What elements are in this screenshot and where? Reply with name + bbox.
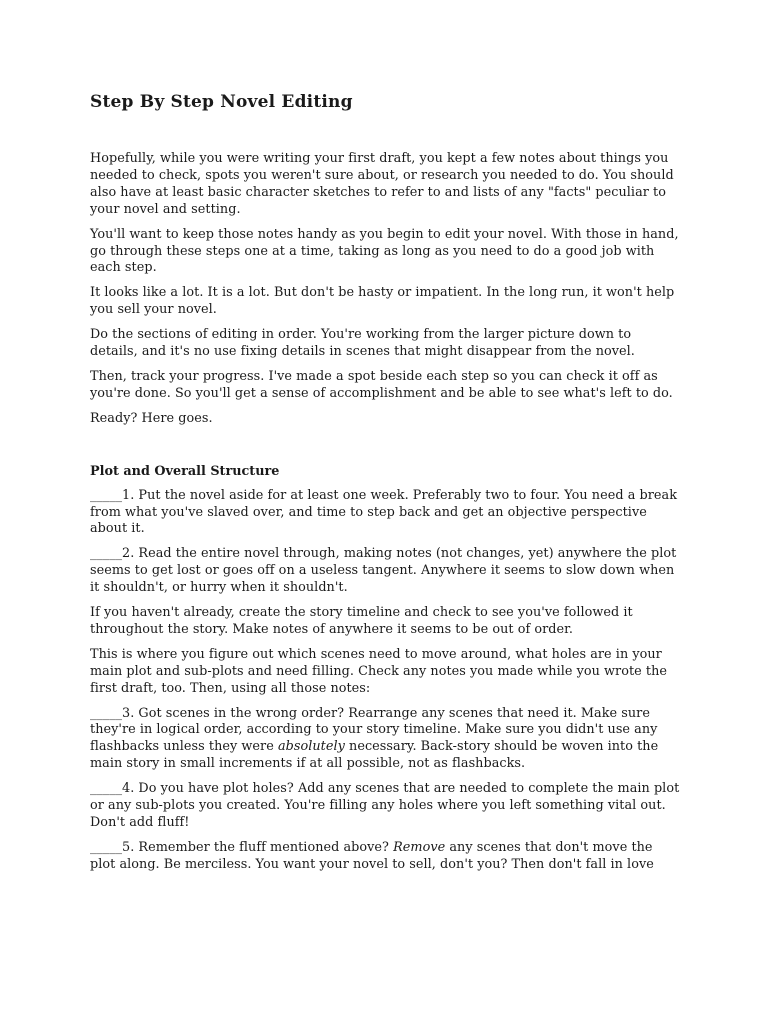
step-5-text-a: 5. Remember the fluff mentioned above? (122, 839, 394, 855)
step-5-emphasis: Remove (393, 839, 446, 855)
intro-paragraph-3: It looks like a lot. It is a lot. But don't be hasty or impatient. In the long run, it won't help you sell your novel. (90, 285, 675, 318)
intro-paragraph-1: Hopefully, while you were writing your first draft, you kept a few notes about things you needed to check, spots you weren't sure about, or research you needed to do. You should also have at least basic character sketches to refer to and lists of any "facts" peculiar to your novel and setting. (90, 151, 674, 217)
step-5 (90, 840, 680, 874)
step-4-text: 4. Do you have plot holes? Add any scenes that are needed to complete the main plot or any sub-plots you created. You're filling any holes where you left something vital out. Don't add fluff! (90, 781, 680, 830)
checkoff-blank: _____ (90, 487, 122, 503)
step-1-text: 1. Put the novel aside for at least one week. Preferably two to four. You need a break from what you've slaved over, and time to step back and get an objective perspective about it. (90, 487, 678, 537)
document-title: Step By Step Novel Editing (90, 92, 353, 112)
document-page (90, 88, 680, 882)
timeline-note: If you haven't already, create the story timeline and check to see you've followed it throughout the story. Make notes of anywhere it seems to be out of order. (90, 605, 633, 637)
step-1 (90, 488, 680, 539)
checkoff-blank: _____ (90, 781, 122, 797)
intro-paragraph-6: Ready? Here goes. (90, 410, 213, 426)
section-heading-plot-structure: Plot and Overall Structure (90, 463, 280, 479)
intro-paragraph-2: You'll want to keep those notes handy as you begin to edit your novel. With those in hand, go through these steps one at a time, taking as long as you need to do a good job with each step. (90, 226, 679, 276)
checkoff-blank: _____ (90, 546, 122, 562)
step-2-text: 2. Read the entire novel through, making notes (not changes, yet) anywhere the plot seems to get lost or goes off on a useless tangent. Anywhere it seems to slow down when it shouldn't, or hurry when it shouldn't. (90, 546, 677, 596)
step-3 (90, 706, 680, 774)
step-3-text-a: 3. Got scenes in the wrong order? Rearrange any scenes that need it. Make sure they're in logical order, according to your story timeline. Make sure you didn't use any flashbacks unless they were (90, 705, 658, 755)
plot-holes-note: This is where you figure out which scenes need to move around, what holes are in your main plot and sub-plots and need filling. Check any notes you made while you wrote the first draft, too. Then, using all those notes: (90, 646, 668, 696)
checkoff-blank: _____ (90, 839, 122, 855)
intro-paragraph-4: Do the sections of editing in order. You're working from the larger picture down to details, and it's no use fixing details in scenes that might disappear from the novel. (90, 327, 635, 360)
step-3-emphasis: absolutely (277, 739, 345, 755)
step-2 (90, 546, 680, 597)
intro-paragraph-5: Then, track your progress. I've made a spot beside each step so you can check it off as you're done. So you'll get a sense of accomplishment and be able to see what's left to do. (90, 368, 673, 401)
step-5-text-b: any scenes that don't move the plot along. Be merciless. You want your novel to sell, don't you? Then don't fall in love (90, 839, 654, 872)
step-4 (90, 781, 680, 832)
checkoff-blank: _____ (90, 705, 122, 721)
step-3-text-b: necessary. Back-story should be woven into the main story in small increments if at all possible, not as flashbacks. (90, 739, 659, 772)
